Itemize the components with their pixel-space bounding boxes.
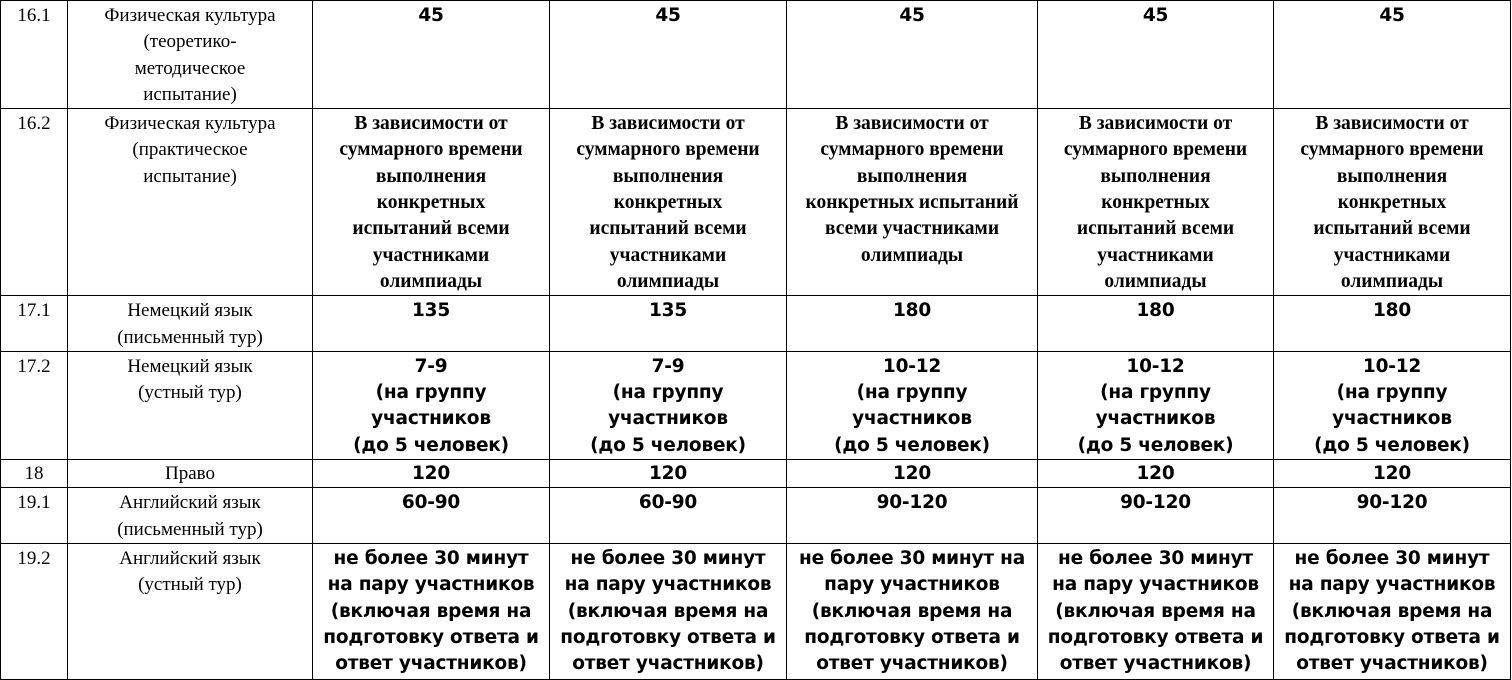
- duration-value-cell: [787, 351, 1038, 459]
- duration-value-cell: [550, 1, 787, 109]
- duration-value-line: подготовку ответа и: [804, 626, 1020, 648]
- duration-value-line: 10-12: [882, 355, 942, 377]
- table-row: [1, 296, 1511, 352]
- duration-value-line: не более 30 минут: [333, 547, 529, 569]
- duration-value-line: испытаний всеми: [352, 218, 510, 240]
- duration-value-line: (до 5 человек): [1077, 434, 1234, 456]
- duration-value-line: конкретных: [613, 192, 723, 214]
- duration-value-cell: [787, 460, 1038, 488]
- duration-value-line: олимпиады: [379, 270, 483, 292]
- duration-value-line: подготовку ответа и: [1284, 626, 1500, 648]
- duration-value-line: 90-120: [876, 492, 948, 514]
- duration-value-cell: [1274, 1, 1511, 109]
- duration-value-line: участников: [852, 408, 972, 430]
- subject-cell: [68, 543, 313, 679]
- duration-value-line: (включая время на: [811, 600, 1013, 622]
- duration-value-cell: [550, 351, 787, 459]
- duration-value-cell: [313, 1, 550, 109]
- duration-value-line: (до 5 человек): [1314, 434, 1470, 456]
- duration-value-cell: [1274, 351, 1511, 459]
- duration-value-line: участниками: [372, 244, 490, 266]
- duration-value-line: всеми участниками: [824, 218, 1000, 240]
- duration-value-line: конкретных: [1337, 192, 1447, 214]
- subject-line: Немецкий язык: [127, 355, 253, 377]
- duration-value-cell: [787, 488, 1038, 544]
- duration-value-line: олимпиады: [1104, 270, 1207, 292]
- duration-value-line: (до 5 человек): [834, 434, 990, 456]
- duration-value-line: (на группу: [1100, 382, 1211, 404]
- duration-value-cell: [313, 351, 550, 459]
- duration-value-line: ответ участников): [816, 653, 1008, 675]
- duration-value-cell: [550, 109, 787, 296]
- duration-value-cell: [550, 488, 787, 544]
- duration-value-line: на пару участников: [1052, 574, 1259, 596]
- duration-value-line: (до 5 человек): [353, 434, 509, 456]
- duration-value-line: на пару участников: [327, 574, 535, 596]
- duration-value-cell: [787, 1, 1038, 109]
- subject-cell: [68, 351, 313, 459]
- duration-value-cell: [313, 109, 550, 296]
- duration-value-line: на пару участников: [1288, 574, 1496, 596]
- duration-value-cell: [1274, 109, 1511, 296]
- row-number-cell: 19.1: [1, 488, 68, 544]
- duration-value-cell: [1038, 488, 1274, 544]
- duration-value-line: ответ участников): [572, 653, 764, 675]
- duration-value-line: 7-9: [414, 355, 448, 377]
- duration-value-line: участников: [608, 408, 728, 430]
- subject-line: (устный тур): [138, 574, 242, 596]
- duration-value-line: суммарного времени: [576, 139, 760, 161]
- duration-value-line: подготовку ответа и: [560, 626, 776, 648]
- duration-value-line: выполнения: [1100, 165, 1211, 187]
- duration-value-line: (включая время на: [1291, 600, 1493, 622]
- duration-value-line: выполнения: [856, 165, 968, 187]
- table-body: [1, 1, 1511, 680]
- subject-line: (письменный тур): [117, 518, 263, 540]
- row-number-cell: 19.2: [1, 543, 68, 679]
- subject-line: Физическая культура: [104, 5, 276, 26]
- duration-value-line: (на группу: [612, 382, 724, 404]
- row-number-cell: 17.2: [1, 351, 68, 459]
- duration-value-line: подготовку ответа и: [1047, 626, 1264, 648]
- duration-value-cell: [313, 460, 550, 488]
- duration-value-line: (включая время на: [330, 600, 532, 622]
- duration-value-line: 120: [1372, 463, 1412, 485]
- subject-cell: [68, 296, 313, 352]
- duration-value-cell: [550, 460, 787, 488]
- duration-value-line: участников: [1332, 408, 1452, 430]
- duration-value-cell: [787, 296, 1038, 352]
- duration-value-line: В зависимости от: [354, 113, 508, 135]
- duration-value-line: выполнения: [612, 165, 724, 187]
- subject-line: Английский язык: [119, 492, 261, 514]
- subject-cell: [68, 109, 313, 296]
- duration-value-line: участников: [1095, 408, 1216, 430]
- duration-value-line: (включая время на: [1055, 600, 1256, 622]
- table-row: [1, 488, 1511, 544]
- duration-value-line: В зависимости от: [835, 113, 989, 135]
- duration-value-line: суммарного времени: [1300, 139, 1484, 161]
- duration-value-cell: [550, 543, 787, 679]
- subject-cell: [68, 488, 313, 544]
- duration-value-line: участниками: [609, 244, 727, 266]
- subject-line: (устный тур): [138, 382, 242, 404]
- duration-value-line: участников: [371, 408, 491, 430]
- duration-value-line: испытаний всеми: [1076, 218, 1235, 240]
- duration-value-line: (включая время на: [567, 600, 769, 622]
- subject-line: Право: [165, 463, 215, 485]
- duration-value-line: выполнения: [375, 165, 487, 187]
- subject-line: испытание): [143, 165, 237, 187]
- duration-value-line: 45: [1379, 5, 1405, 26]
- duration-value-cell: [1038, 351, 1274, 459]
- duration-value-line: участниками: [1097, 244, 1214, 266]
- duration-value-line: не более 30 минут: [570, 547, 766, 569]
- duration-value-cell: [1274, 460, 1511, 488]
- table-row: [1, 351, 1511, 459]
- duration-value-cell: [313, 543, 550, 679]
- duration-value-line: (до 5 человек): [590, 434, 746, 456]
- duration-value-line: В зависимости от: [1315, 113, 1469, 135]
- subject-line: (практическое: [132, 139, 248, 161]
- duration-value-line: на пару участников: [564, 574, 772, 596]
- duration-value-cell: [550, 296, 787, 352]
- table-row: [1, 109, 1511, 296]
- duration-value-line: подготовку ответа и: [323, 626, 539, 648]
- subject-line: методическое: [134, 57, 246, 79]
- duration-value-line: 90-120: [1120, 492, 1191, 514]
- duration-value-cell: [1038, 1, 1274, 109]
- duration-value-line: 120: [648, 463, 688, 485]
- duration-value-line: испытаний всеми: [589, 218, 747, 240]
- duration-value-line: олимпиады: [1340, 270, 1444, 292]
- duration-value-line: 135: [648, 300, 688, 322]
- duration-value-line: ответ участников): [1296, 653, 1488, 675]
- duration-value-line: олимпиады: [860, 244, 964, 266]
- duration-value-cell: [1038, 543, 1274, 679]
- duration-value-line: конкретных: [1101, 192, 1210, 214]
- duration-value-cell: [787, 109, 1038, 296]
- duration-value-line: 120: [1136, 463, 1175, 485]
- duration-value-line: 120: [892, 463, 932, 485]
- duration-value-cell: [1038, 109, 1274, 296]
- row-number-cell: 16.1: [1, 1, 68, 109]
- duration-value-cell: [787, 543, 1038, 679]
- duration-value-line: суммарного времени: [820, 139, 1004, 161]
- table-row: [1, 1, 1511, 109]
- duration-value-cell: [1038, 460, 1274, 488]
- duration-value-line: не более 30 минут: [1294, 547, 1490, 569]
- duration-value-line: выполнения: [1336, 165, 1448, 187]
- duration-value-line: 180: [1136, 300, 1175, 322]
- duration-value-cell: [313, 488, 550, 544]
- duration-value-line: 45: [899, 5, 925, 26]
- duration-value-line: 7-9: [651, 355, 685, 377]
- subject-line: Физическая культура: [104, 113, 276, 135]
- duration-value-line: испытаний всеми: [1313, 218, 1471, 240]
- subject-line: (письменный тур): [117, 326, 263, 348]
- duration-value-line: В зависимости от: [1078, 113, 1233, 135]
- duration-value-line: 120: [411, 463, 451, 485]
- duration-value-line: конкретных испытаний: [805, 192, 1019, 214]
- duration-value-line: 10-12: [1126, 355, 1185, 377]
- duration-value-cell: [313, 296, 550, 352]
- duration-value-line: (на группу: [856, 382, 968, 404]
- duration-value-line: ответ участников): [1059, 653, 1252, 675]
- subject-cell: [68, 1, 313, 109]
- duration-value-cell: [1274, 488, 1511, 544]
- duration-value-line: 135: [411, 300, 451, 322]
- duration-value-line: 180: [892, 300, 932, 322]
- table-row: [1, 460, 1511, 488]
- subject-line: испытание): [143, 83, 237, 105]
- duration-value-cell: [1274, 296, 1511, 352]
- subject-line: (теоретико-: [143, 31, 237, 53]
- duration-value-line: не более 30 минут: [1058, 547, 1253, 569]
- row-number-cell: 18: [1, 460, 68, 488]
- duration-value-line: (на группу: [375, 382, 487, 404]
- duration-value-line: пару участников: [824, 574, 1000, 596]
- duration-value-line: 60-90: [638, 492, 698, 514]
- duration-value-line: В зависимости от: [591, 113, 745, 135]
- duration-value-line: суммарного времени: [1063, 139, 1248, 161]
- duration-value-line: 45: [655, 5, 681, 26]
- duration-value-line: олимпиады: [616, 270, 720, 292]
- duration-value-line: 180: [1372, 300, 1412, 322]
- row-number-cell: 16.2: [1, 109, 68, 296]
- row-number-cell: 17.1: [1, 296, 68, 352]
- table-row: [1, 543, 1511, 679]
- subject-line: Английский язык: [119, 547, 261, 569]
- duration-value-line: суммарного времени: [339, 139, 523, 161]
- duration-value-line: 90-120: [1356, 492, 1428, 514]
- duration-value-cell: [1274, 543, 1511, 679]
- subject-cell: [68, 460, 313, 488]
- subject-line: Немецкий язык: [127, 300, 253, 322]
- duration-value-line: конкретных: [376, 192, 486, 214]
- duration-value-line: 10-12: [1362, 355, 1422, 377]
- duration-value-line: 45: [418, 5, 444, 26]
- duration-value-line: 45: [1142, 5, 1169, 26]
- duration-value-line: (на группу: [1336, 382, 1448, 404]
- duration-value-line: участниками: [1333, 244, 1451, 266]
- duration-value-cell: [1038, 296, 1274, 352]
- duration-value-line: не более 30 минут на: [798, 547, 1026, 569]
- duration-value-line: ответ участников): [335, 653, 527, 675]
- duration-value-line: 60-90: [401, 492, 461, 514]
